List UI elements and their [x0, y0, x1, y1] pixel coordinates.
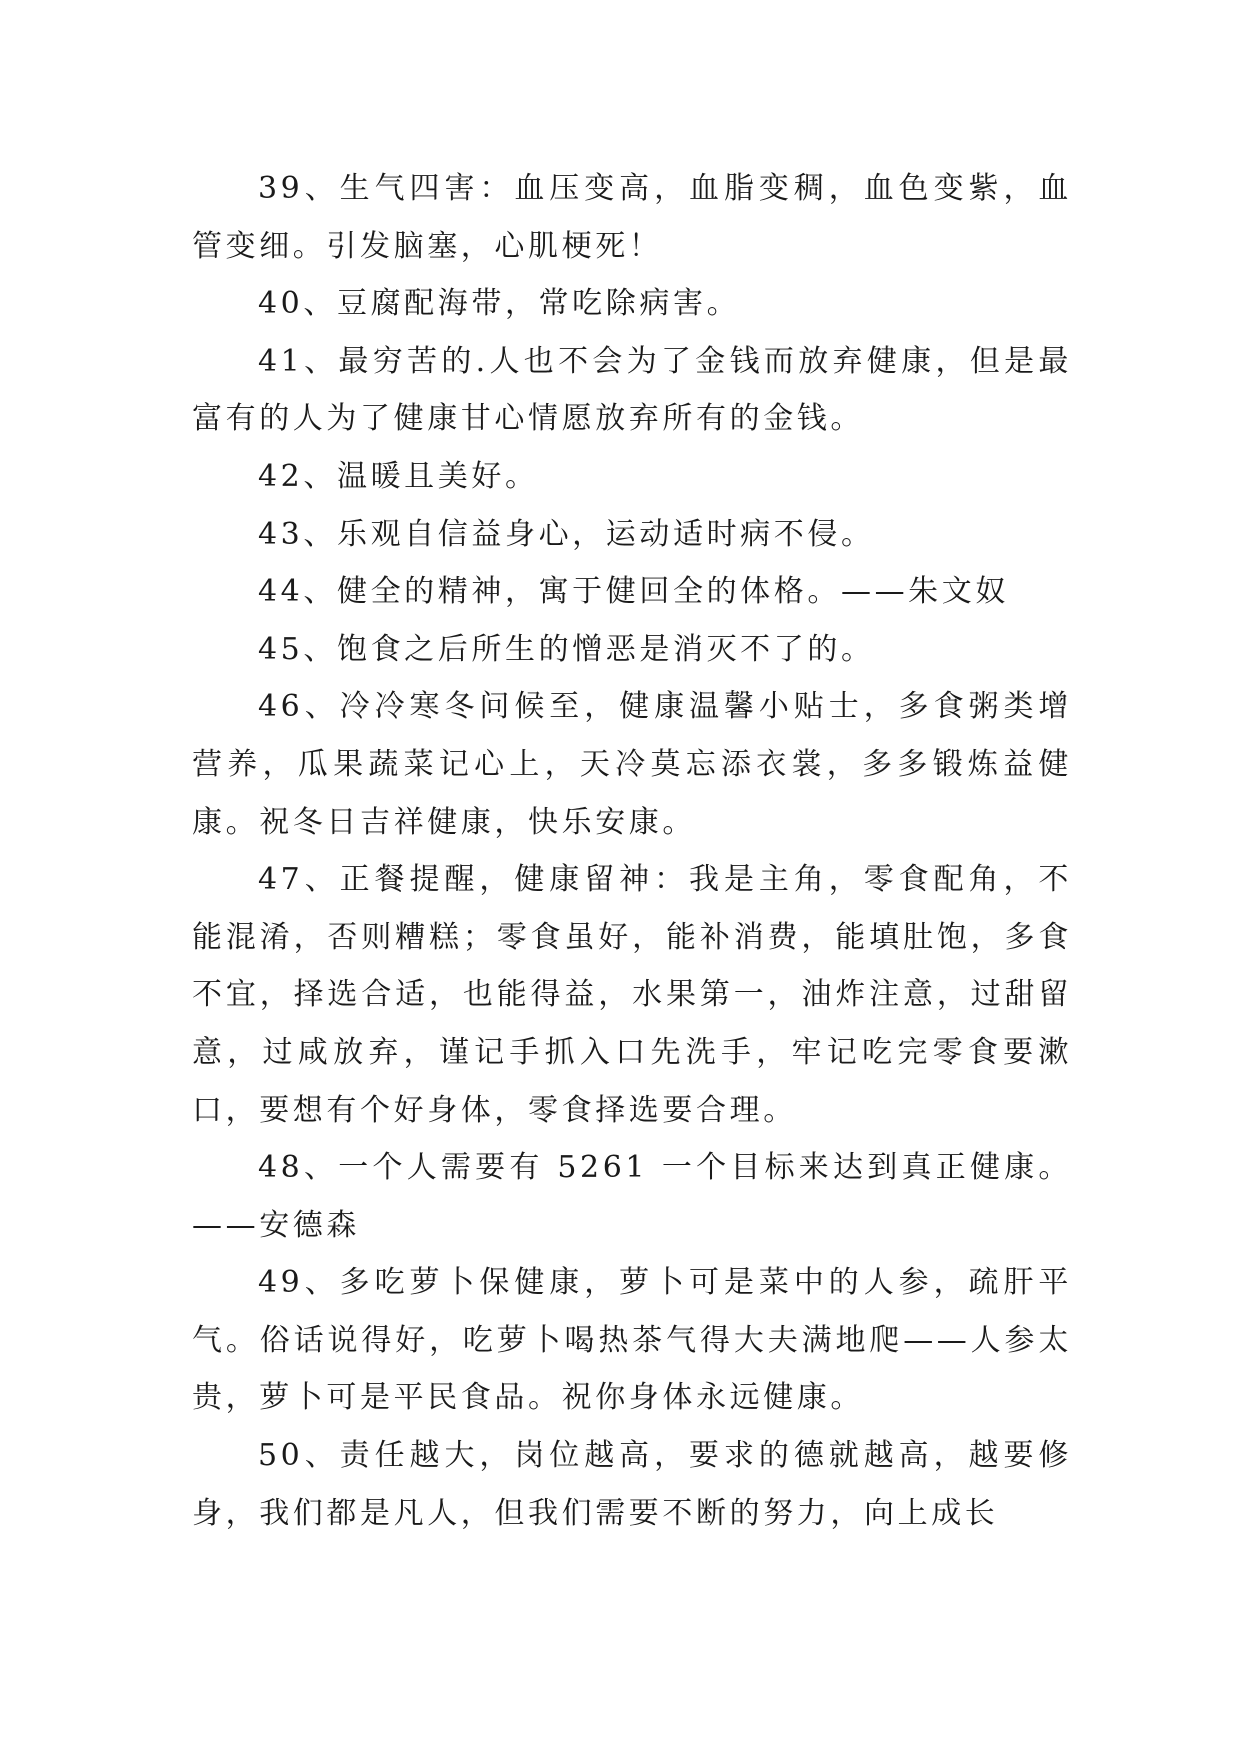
document-body — [192, 160, 1072, 1542]
paragraph-48: 48、一个人需要有 5261 一个目标来达到真正健康。——安德森 — [192, 1150, 1072, 1243]
paragraph-43: 43、乐观自信益身心，运动适时病不侵。 — [258, 516, 875, 552]
paragraph-49: 49、多吃萝卜保健康，萝卜可是菜中的人参，疏肝平气。俗话说得好，吃萝卜喝热茶气得大夫满地爬——人参太贵，萝卜可是平民食品。祝你身体永远健康。 — [192, 1265, 1072, 1416]
paragraph-46: 46、冷冷寒冬问候至，健康温馨小贴士，多食粥类增营养，瓜果蔬菜记心上，天冷莫忘添衣裳，多多锻炼益健康。祝冬日吉祥健康，快乐安康。 — [192, 689, 1072, 840]
paragraph-41: 41、最穷苦的.人也不会为了金钱而放弃健康，但是最富有的人为了健康甘心情愿放弃所有的金钱。 — [192, 343, 1072, 437]
paragraph-40: 40、豆腐配海带，常吃除病害。 — [258, 286, 741, 322]
paragraph-50: 50、责任越大，岗位越高，要求的德就越高，越要修身，我们都是凡人，但我们需要不断的努力，向上成长 — [192, 1438, 1072, 1531]
paragraph-47: 47、正餐提醒，健康留神：我是主角，零食配角，不能混淆，否则糟糕；零食虽好，能补消费，能填肚饱，多食不宜，择选合适，也能得益，水果第一，油炸注意，过甜留意，过咸放弃，谨记手抓入口先洗手，牢记吃完零食要漱口，要想有个好身体，零食择选要合理。 — [192, 862, 1072, 1128]
paragraph-45: 45、饱食之后所生的憎恶是消灭不了的。 — [258, 631, 875, 667]
paragraph-42: 42、温暖且美好。 — [258, 458, 539, 494]
paragraph-39: 39、生气四害：血压变高，血脂变稠，血色变紫，血管变细。引发脑塞，心肌梗死！ — [192, 171, 1072, 264]
paragraph-44: 44、健全的精神，寓于健回全的体格。——朱文奴 — [258, 574, 1009, 610]
